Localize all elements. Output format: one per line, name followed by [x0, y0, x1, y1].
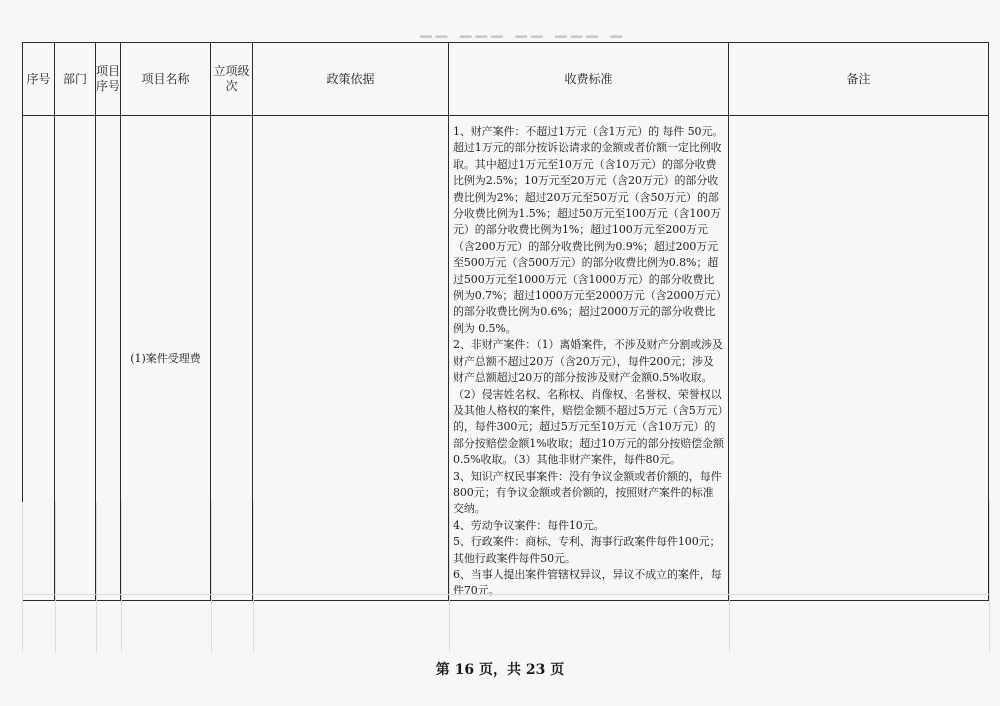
header-level: 立项级次 — [211, 43, 253, 116]
fee-paragraph-jurisdiction: 6、当事人提出案件管辖权异议，异议不成立的案件，每件70元。 — [453, 567, 722, 598]
header-dept: 部门 — [55, 43, 96, 116]
bleed-through-title: ▁▁ ▁▁▁ ▁▁ ▁▁▁ ▁ — [420, 20, 626, 38]
fee-paragraph-labor: 4、劳动争议案件：每件10元。 — [453, 518, 605, 532]
table-header-row — [23, 43, 989, 116]
fee-paragraph-non-property: 2、非财产案件：（1）离婚案件，不涉及财产分割或涉及财产总额不超过20万（含20万元），每件200元；涉及财产总额超过20万的部分按涉及财产金额0.5%收取。（2）侵害姓名权、名称权、肖像权、名誉权、荣誉权以及其他人格权的案件，赔偿金额不超过5万元（含5万元）的，每件300元；超过5万元至10万元（含10万元）的部分按赔偿金额1%收取；超过10万元的部分按赔偿金额0.5%收取。（3）其他非财产案件，每件80元。 — [453, 338, 724, 467]
bleed-through-grid — [22, 502, 990, 652]
cell-item-name: (1)案件受理费 — [121, 116, 211, 601]
header-fee-standard: 收费标准 — [449, 43, 729, 116]
fee-paragraph-ip: 3、知识产权民事案件：没有争议金额或者价额的，每件800元；有争议金额或者价额的，按照财产案件的标准交纳。 — [453, 469, 722, 516]
fee-paragraph-admin: 5、行政案件：商标、专利、海事行政案件每件100元；其他行政案件每件50元。 — [453, 535, 721, 565]
header-remark: 备注 — [729, 43, 989, 116]
fee-paragraph-property: 1、财产案件：不超过1万元（含1万元）的 每件 50元。超过1万元的部分按诉讼请求的金额或者价额一定比例收取。其中超过1万元至10万元（含10万元）的部分收费比例为2.5%；10万元至20万元（含20万元）的部分收费比例为2%；超过20万元至50万元（含50万元）的部分收费比例为1.5%；超过50万元至100万元（含100万元）的部分收费比例为1%；超过100万元至200万元（含200万元）的部分收费比例为0.9%；超过200万元至500万元（含500万元）的部分收费比例为0.8%；超过500万元至1000万元（含1000万元）的部分收费比例为0.7%；超过1000万元至2000万元（含2000万元）的部分收费比例为0.6%；超过2000万元的部分收费比例为 0.5%。 — [453, 125, 724, 335]
header-seq: 序号 — [23, 43, 55, 116]
page-number: 第 16 页，共 23 页 — [435, 662, 565, 678]
header-policy: 政策依据 — [253, 43, 449, 116]
header-item-name: 项目名称 — [121, 43, 211, 116]
header-item-seq: 项目序号 — [96, 43, 121, 116]
